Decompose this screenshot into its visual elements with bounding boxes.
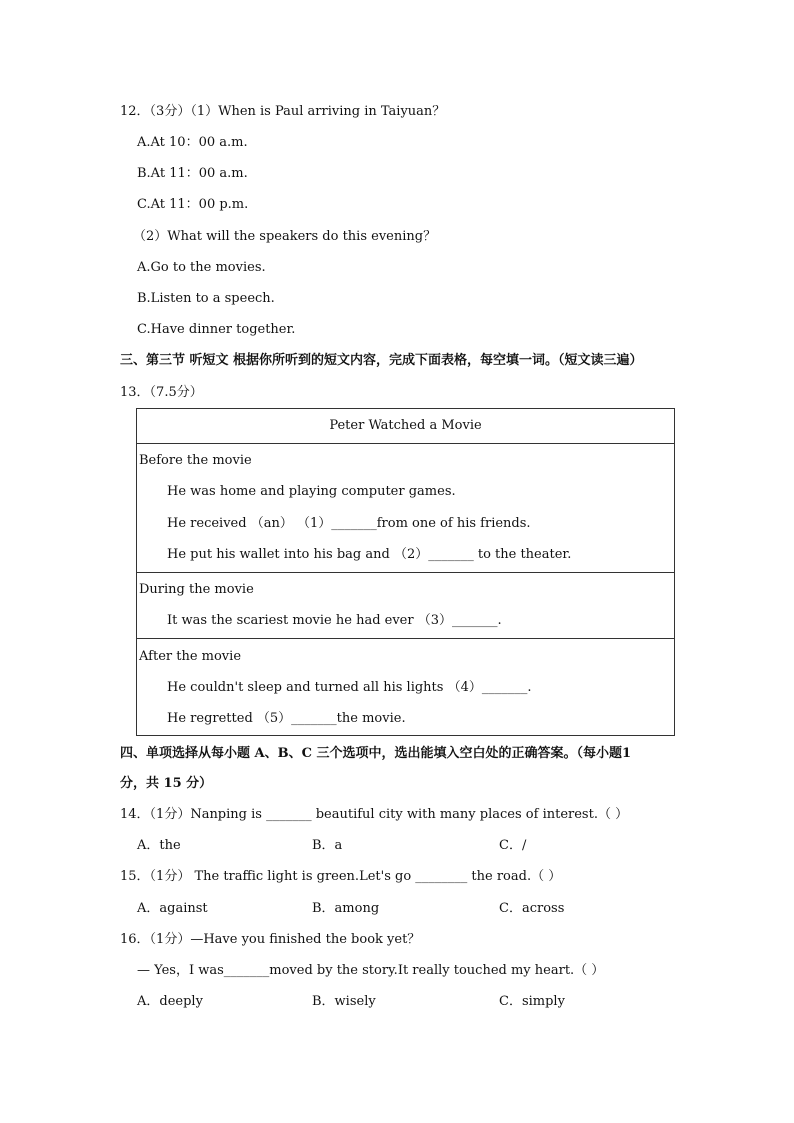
q12-1-option-c: C.At 11：00 p.m. xyxy=(137,197,249,212)
q12-1-option-a: A.At 10：00 a.m. xyxy=(137,135,248,150)
section-4-heading-line-1: 四、单项选择从每小题 A、B、C 三个选项中，选出能填入空白处的正确答案。（每小题1 xyxy=(120,746,632,761)
q16-option-b: B．wisely xyxy=(312,994,376,1009)
q16-option-a: A．deeply xyxy=(137,994,203,1009)
q14-option-b: B．a xyxy=(312,838,343,853)
q15-option-c: C．across xyxy=(499,901,565,916)
q12-1-option-b: B.At 11：00 a.m. xyxy=(137,166,248,181)
table-divider xyxy=(137,572,674,573)
after-line-blank-5: He regretted （5）_______the movie. xyxy=(167,711,406,726)
q12-2-option-a: A.Go to the movies. xyxy=(137,260,266,275)
before-movie-label: Before the movie xyxy=(139,453,252,468)
during-movie-label: During the movie xyxy=(139,582,254,597)
q15-stem: 15．（1分） The traffic light is green.Let's go ________ the road.（ ） xyxy=(120,869,562,884)
q16-option-c: C．simply xyxy=(499,994,565,1009)
q16-reply: — Yes，I was_______moved by the story.It really touched my heart.（ ） xyxy=(137,963,605,978)
listening-table xyxy=(136,408,675,736)
before-line-2-blank-1: He received （an） （1）_______from one of his friends. xyxy=(167,516,531,531)
table-divider xyxy=(137,443,674,444)
q15-option-a: A．against xyxy=(137,901,208,916)
table-title: Peter Watched a Movie xyxy=(329,418,482,433)
q14-option-a: A．the xyxy=(137,838,181,853)
q12-stem: 12．（3分）（1）When is Paul arriving in Taiyuan？ xyxy=(120,104,446,119)
q13-stem: 13．（7.5分） xyxy=(120,385,203,400)
table-divider xyxy=(137,638,674,639)
q12-2-stem: （2）What will the speakers do this evening？ xyxy=(133,229,437,244)
q14-option-c: C．/ xyxy=(499,838,527,853)
during-line-blank-3: It was the scariest movie he had ever （3）_______. xyxy=(167,613,502,628)
section-4-heading-line-2: 分，共 15 分） xyxy=(120,776,213,791)
section-3-heading: 三、第三节 听短文 根据你所听到的短文内容，完成下面表格，每空填一词。（短文读三遍） xyxy=(120,353,643,368)
before-line-1: He was home and playing computer games. xyxy=(167,484,456,499)
q12-2-option-c: C.Have dinner together. xyxy=(137,322,296,337)
q16-stem: 16．（1分）—Have you finished the book yet？ xyxy=(120,932,421,947)
before-line-3-blank-2: He put his wallet into his bag and （2）_______ to the theater. xyxy=(167,547,572,562)
q15-option-b: B．among xyxy=(312,901,380,916)
q14-stem: 14．（1分）Nanping is _______ beautiful city with many places of interest.（ ） xyxy=(120,807,629,822)
after-movie-label: After the movie xyxy=(139,649,242,664)
after-line-blank-4: He couldn't sleep and turned all his lights （4）_______. xyxy=(167,680,532,695)
q12-2-option-b: B.Listen to a speech. xyxy=(137,291,275,306)
